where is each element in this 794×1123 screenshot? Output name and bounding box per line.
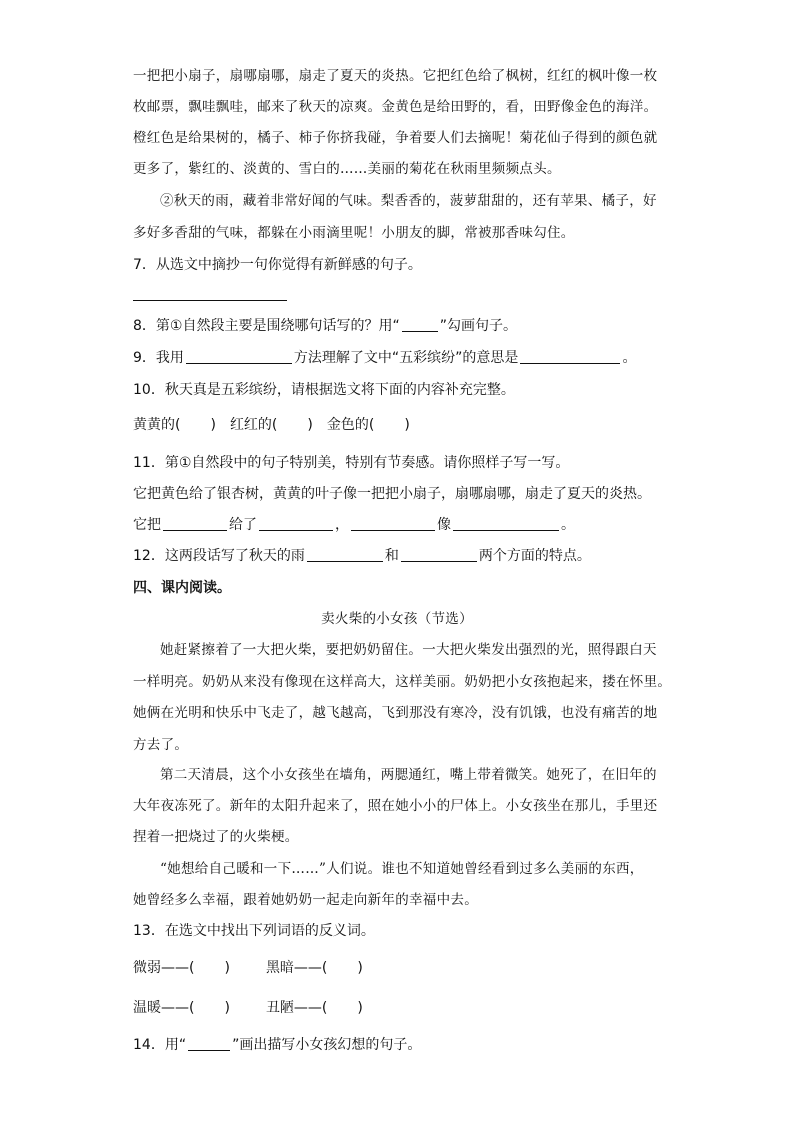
q11-text: 给了 (229, 517, 257, 533)
q12-text-c: 两个方面的特点。 (478, 548, 591, 564)
q11-blank-4[interactable] (453, 516, 559, 531)
q14-text-a: 14．用“ (133, 1037, 187, 1053)
q13-word: 黑暗——( (265, 960, 328, 976)
passage-line: 更多了，紫红的、淡黄的、雪白的……美丽的菊花在秋雨里频频点头。 (133, 161, 561, 177)
q8-text-b: ”勾画句子。 (439, 318, 517, 334)
question-10: 10．秋天真是五彩缤纷，请根据选文将下面的内容补充完整。 (133, 382, 515, 398)
q13-row-1 (133, 958, 363, 978)
passage-title: 卖火柴的小女孩（节选） (321, 611, 473, 627)
passage-line: 橙红色是给果树的，橘子、柿子你挤我碰，争着要人们去摘呢！菊花仙子得到的颜色就 (133, 130, 658, 146)
q13-row-2 (133, 998, 363, 1018)
passage-line: 她俩在光明和快乐中飞走了，越飞越高，飞到那没有寒冷，没有饥饿，也没有痛苦的地 (133, 705, 658, 721)
passage-line: 她曾经多么幸福，跟着她奶奶一起走向新年的幸福中去。 (133, 892, 478, 908)
q13-paren: ) (357, 960, 363, 976)
question-11: 11．第①自然段中的句子特别美，特别有节奏感。请你照样子写一写。 (133, 455, 570, 471)
q13-paren: ) (224, 960, 230, 976)
question-12 (133, 546, 591, 566)
q11-text: 它把 (133, 517, 161, 533)
q8-blank[interactable] (402, 317, 438, 332)
q11-text: 像 (437, 517, 451, 533)
passage-line: 方去了。 (133, 737, 189, 753)
q9-text-c: 。 (622, 350, 637, 366)
q13-paren: ) (357, 1000, 363, 1016)
q12-blank-2[interactable] (401, 547, 477, 562)
q10-item-label: 金色的( (326, 417, 375, 433)
q11-text: ， (335, 517, 349, 533)
q9-blank-method[interactable] (186, 349, 292, 364)
q13-word: 温暖——( (133, 1000, 195, 1016)
passage-line: “她想给自己暖和一下……”人们说。谁也不知道她曾经看到过多么美丽的东西， (160, 861, 644, 877)
q10-paren: ) (307, 417, 313, 433)
q10-fill-row (133, 415, 410, 435)
q11-blank-2[interactable] (259, 516, 333, 531)
q9-text-a: 9．我用 (133, 350, 184, 366)
q10-paren: ) (210, 417, 216, 433)
question-14 (133, 1035, 421, 1055)
question-7: 7．从选文中摘抄一句你觉得有新鲜感的句子。 (133, 257, 422, 273)
passage-line: 一样明亮。奶奶从来没有像现在这样高大，这样美丽。奶奶把小女孩抱起来，搂在怀里。 (133, 674, 672, 690)
q14-blank[interactable] (188, 1036, 230, 1051)
q10-item-label: 黄黄的( (133, 417, 181, 433)
q14-text-b: ”画出描写小女孩幻想的句子。 (232, 1037, 422, 1053)
q11-example: 它把黄色给了银杏树，黄黄的叶子像一把把小扇子，扇哪扇哪，扇走了夏天的炎热。 (133, 486, 651, 502)
question-8 (133, 316, 517, 336)
q11-blank-1[interactable] (163, 516, 227, 531)
passage-line: 大年夜冻死了。新年的太阳升起来了，照在她小小的尸体上。小女孩坐在那儿，手里还 (133, 798, 658, 814)
q11-blank-3[interactable] (351, 516, 435, 531)
q11-fill-row (133, 515, 575, 535)
q13-paren: ) (224, 1000, 230, 1016)
q9-blank-meaning[interactable] (520, 349, 620, 364)
q10-paren: ) (404, 417, 410, 433)
q10-item-label: 红红的( (229, 417, 278, 433)
passage-line: 第二天清晨，这个小女孩坐在墙角，两腮通红，嘴上带着微笑。她死了，在旧年的 (160, 767, 657, 783)
question-13: 13．在选文中找出下列词语的反义词。 (133, 923, 375, 939)
q12-blank-1[interactable] (307, 547, 383, 562)
passage-line: ②秋天的雨，藏着非常好闻的气味。梨香香的，菠萝甜甜的，还有苹果、橘子，好 (160, 193, 657, 209)
passage-line: 捏着一把烧过了的火柴梗。 (133, 829, 299, 845)
q13-word: 丑陋——( (265, 1000, 328, 1016)
q12-text-b: 和 (384, 548, 399, 564)
q13-word: 微弱——( (133, 960, 195, 976)
answer-line-q7[interactable] (133, 300, 287, 301)
passage-line: 枚邮票，飘哇飘哇，邮来了秋天的凉爽。金黄色是给田野的，看，田野像金色的海洋。 (133, 99, 658, 115)
q11-text: 。 (561, 517, 575, 533)
question-9 (133, 348, 636, 368)
q9-text-b: 方法理解了文中“五彩缤纷”的意思是 (293, 350, 519, 366)
section-heading: 四、课内阅读。 (133, 580, 231, 596)
passage-line: 她赶紧擦着了一大把火柴，要把奶奶留住。一大把火柴发出强烈的光，照得跟白天 (160, 642, 657, 658)
q8-text-a: 8．第①自然段主要是围绕哪句话写的？用“ (133, 318, 400, 334)
passage-line: 多好多香甜的气味，都躲在小雨滴里呢！小朋友的脚，常被那香味勾住。 (133, 225, 575, 241)
passage-line: 一把把小扇子，扇哪扇哪，扇走了夏天的炎热。它把红色给了枫树，红红的枫叶像一枚 (133, 68, 658, 84)
q12-text-a: 12．这两段话写了秋天的雨 (133, 548, 305, 564)
